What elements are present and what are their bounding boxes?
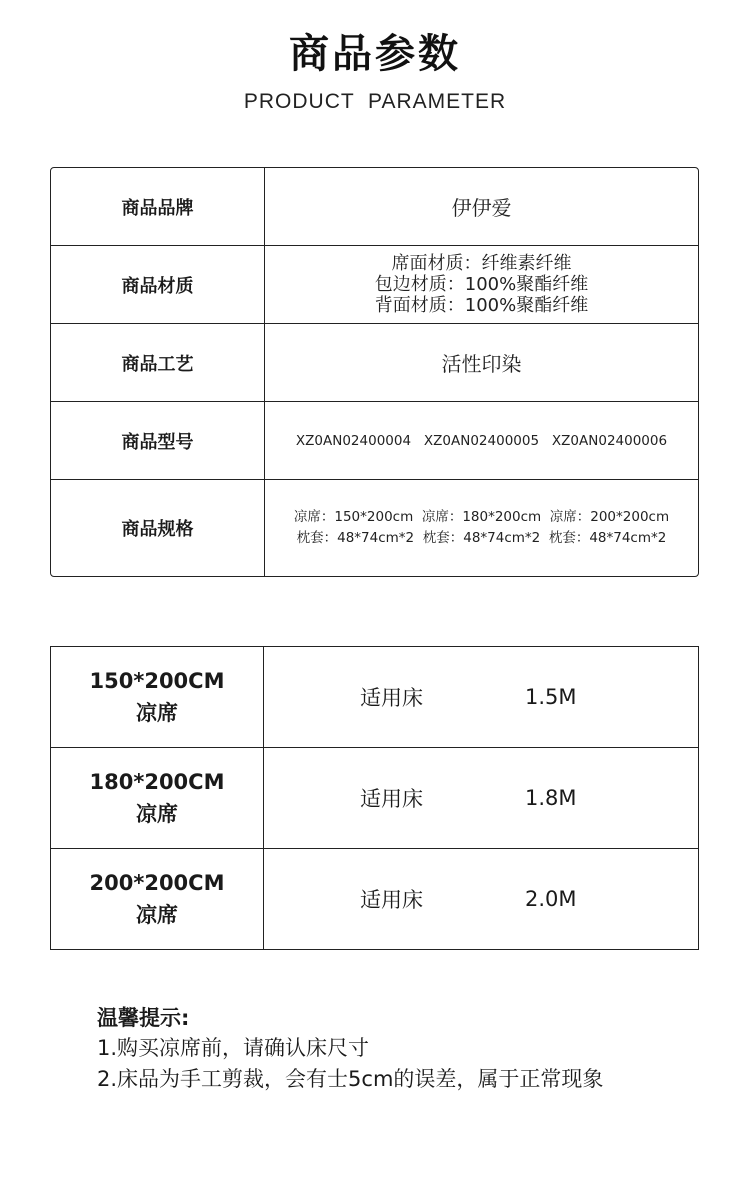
- size-dimension: 150*200CM: [89, 669, 225, 693]
- tips-section: [97, 1003, 603, 1095]
- tip-item: 2.床品为手工剪裁，会有士5cm的误差，属于正常现象: [97, 1067, 604, 1091]
- size-table: [50, 646, 699, 950]
- param-value-line: 枕套：48*74cm*2 枕套：48*74cm*2 枕套：48*74cm*2: [296, 530, 667, 546]
- size-product-name: 凉席: [136, 802, 178, 826]
- param-row-spec: [51, 480, 698, 576]
- size-dimension: 180*200CM: [89, 770, 225, 794]
- param-key: 商品型号: [51, 402, 265, 479]
- bed-size: 1.8M: [525, 786, 577, 810]
- bed-label: 适用床: [360, 787, 423, 811]
- size-row: [51, 647, 698, 748]
- param-key: 商品材质: [51, 246, 265, 323]
- bed-label: 适用床: [360, 686, 423, 710]
- tips-title: 温馨提示:: [97, 1006, 190, 1030]
- size-value: [264, 748, 698, 848]
- param-value-line: 包边材质：100%聚酯纤维: [374, 274, 589, 295]
- size-product-name: 凉席: [136, 701, 178, 725]
- param-row-brand: [51, 168, 698, 246]
- size-key: [51, 647, 264, 747]
- size-dimension: 200*200CM: [89, 871, 225, 895]
- size-row: [51, 748, 698, 849]
- page-title: 商品参数: [289, 31, 461, 77]
- size-value: [264, 647, 698, 747]
- param-value: [265, 480, 698, 576]
- param-key: 商品规格: [51, 480, 265, 576]
- size-key: [51, 849, 264, 949]
- bed-size: 1.5M: [525, 685, 577, 709]
- size-row: [51, 849, 698, 949]
- param-key: 商品工艺: [51, 324, 265, 401]
- param-value: XZ0AN02400004 XZ0AN02400005 XZ0AN02400006: [295, 432, 668, 449]
- param-value-line: 背面材质：100%聚酯纤维: [374, 295, 589, 316]
- param-value: 伊伊爱: [451, 196, 512, 220]
- bed-size: 2.0M: [525, 887, 577, 911]
- param-value: [265, 246, 698, 323]
- size-value: [264, 849, 698, 949]
- param-value-line: 席面材质：纤维素纤维: [391, 253, 572, 274]
- page-subtitle: PRODUCT PARAMETER: [243, 90, 507, 113]
- param-row-craft: [51, 324, 698, 402]
- tip-item: 1.购买凉席前，请确认床尺寸: [97, 1036, 370, 1060]
- parameter-table: [50, 167, 699, 577]
- param-key: 商品品牌: [51, 168, 265, 245]
- size-key: [51, 748, 264, 848]
- size-product-name: 凉席: [136, 903, 178, 927]
- param-row-material: [51, 246, 698, 324]
- param-row-model: [51, 402, 698, 480]
- bed-label: 适用床: [360, 888, 423, 912]
- param-value-line: 凉席：150*200cm 凉席：180*200cm 凉席：200*200cm: [293, 509, 670, 525]
- param-value: 活性印染: [441, 352, 522, 376]
